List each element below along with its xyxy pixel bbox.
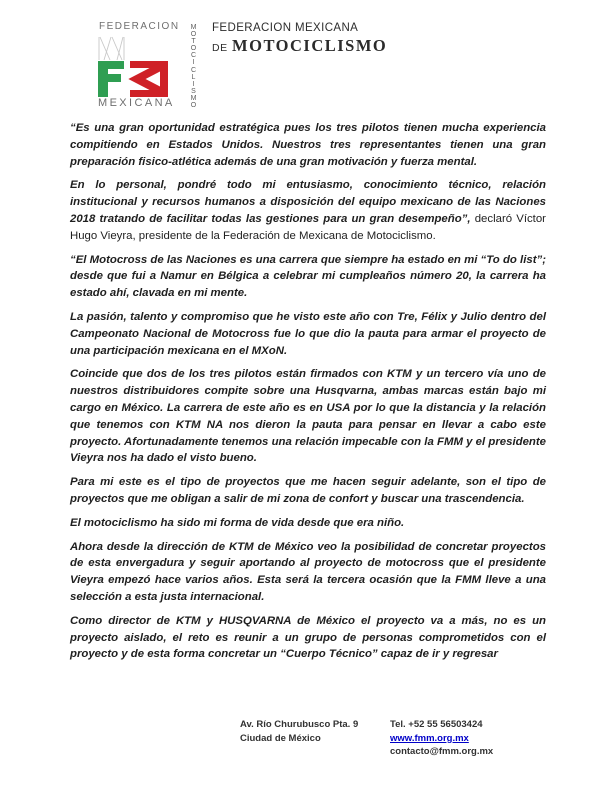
footer-email: contacto@fmm.org.mx <box>390 746 494 757</box>
paragraph-9: Como director de KTM y HUSQVARNA de México el proyecto va a más, no es un proyecto aislado, el reto es reunir a un grupo de personas comprometidos con el proyecto y de esta forma concretar un “Cuerpo Técnico” capaz de ir y regresar <box>70 614 546 661</box>
logo-letter-f <box>98 61 124 97</box>
org-name-line2 <box>212 36 387 56</box>
org-name-line1: FEDERACION MEXICANA <box>212 22 359 34</box>
paragraph-5: Coincide que dos de los tres pilotos están firmados con KTM y un tercero vía uno de nuestros distribuidores compite sobre una Husqvarna, ambas marcas están bajo mi cargo en México. La carrera de este año es en USA por lo que la distancia y la relación que tenemos con KTM NA nos dieron la pauta para pensar en llevar a cabo este proyecto. Afortunadamente tenemos una relación impecable con la FMM y el presidente Vieyra nos ha dado el visto bueno. <box>70 368 546 465</box>
logo-watermark-lines <box>99 37 124 60</box>
org-name-motociclismo: MOTOCICLISMO <box>232 36 388 55</box>
paragraph-2: En lo personal, pondré todo mi entusiasmo, conocimiento técnico, relación institucional y recursos humanos a disposición del equipo mexicano de las Naciones 2018 tratando de facilitar todas las gestiones para un gran desempeño”, declaró Víctor Hugo Vieyra, presidente de la Federación de Mexicana de Motociclismo. <box>70 179 546 242</box>
letter-body <box>70 120 546 670</box>
paragraph-3: “El Motocross de las Naciones es una carrera que siempre ha estado en mi “To do list”; desde que fui a Namur en Bélgica a celebrar mi cumpleaños número 20, la carrera ha estado ahí, clavada en mi mente. <box>70 253 546 300</box>
footer-address-line1: Av. Río Churubusco Pta. 9 <box>240 719 359 730</box>
footer-phone: Tel. +52 55 56503424 <box>390 719 483 730</box>
paragraph-7: El motociclismo ha sido mi forma de vida desde que era niño. <box>70 516 405 529</box>
paragraph-8: Ahora desde la dirección de KTM de México veo la posibilidad de concretar proyectos de esta envergadura y seguir aportando al proyecto de motocross que el presidente Vieyra empezó hace varios años. Esta será la tercera ocasión que la FMM lleve a una selección a esta justa internacional. <box>70 540 546 603</box>
fmm-logo <box>86 13 200 115</box>
letterhead-org-name <box>212 22 387 56</box>
footer-contact <box>390 718 493 759</box>
logo-text-mexicana: MEXICANA <box>98 97 175 109</box>
paragraph-1: “Es una gran oportunidad estratégica pues los tres pilotos tienen mucha experiencia compitiendo en Estados Unidos. Nuestros tres representantes tienen una gran preparación fisico-atlética además de una gran motivación y fuerza mental. <box>70 122 546 168</box>
footer-website-link[interactable]: www.fmm.org.mx <box>390 732 469 744</box>
logo-text-motociclismo-vertical: M O T O C I C L I S M O <box>190 24 197 110</box>
paragraph-4: La pasión, talento y compromiso que he visto este año con Tre, Félix y Julio dentro del Campeonato Nacional de Motocross fue lo que dio la pauta para armar el proyecto de una participación mexicana en el MXoN. <box>70 310 546 357</box>
footer-address <box>240 718 358 745</box>
footer-address-line2: Ciudad de México <box>240 732 321 744</box>
fmm-monogram-icon <box>96 35 178 99</box>
logo-text-federacion: FEDERACION <box>99 21 180 32</box>
paragraph-6: Para mi este es el tipo de proyectos que me hacen seguir adelante, son el tipo de proyectos que me obligan a salir de mi zona de confort y buscar una trascendencia. <box>70 476 546 505</box>
org-name-de: DE <box>212 42 228 54</box>
